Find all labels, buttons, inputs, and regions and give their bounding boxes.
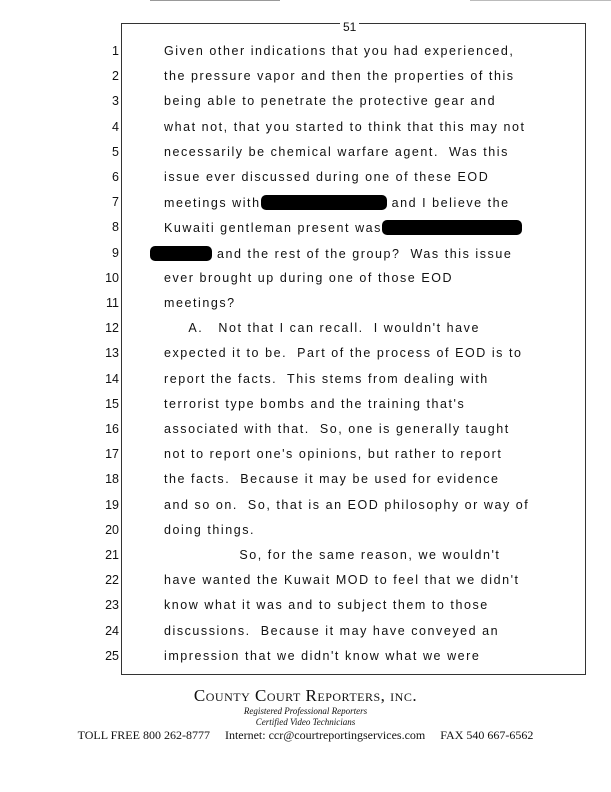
line-number: 1 — [112, 44, 119, 58]
line-number: 6 — [112, 170, 119, 184]
line-text — [164, 498, 529, 512]
footer-toll-free: TOLL FREE 800 262-8777 — [77, 728, 210, 742]
line-text-segment: what not, that you started to think that this may not — [164, 119, 526, 134]
footer-tagline-video: Certified Video Technicians — [255, 717, 356, 727]
line-text — [164, 321, 480, 335]
page-number: 51 — [340, 21, 359, 33]
line-text-segment: terrorist type bombs and the training that's — [164, 396, 466, 411]
transcript-line — [0, 195, 611, 220]
transcript-line — [0, 548, 611, 573]
line-text — [164, 372, 489, 386]
line-text-segment: the pressure vapor and then the properties of this — [164, 69, 515, 84]
line-text-segment: ever brought up during one of those EOD — [164, 270, 454, 285]
line-number: 15 — [105, 396, 119, 411]
footer-company-name: County Court Reporters, inc. — [193, 686, 418, 705]
transcript-line — [0, 472, 611, 497]
line-text — [164, 170, 489, 184]
transcript-line — [0, 44, 611, 69]
line-text — [164, 346, 523, 360]
line-text — [164, 523, 255, 537]
line-number: 17 — [105, 447, 119, 462]
line-text — [164, 649, 480, 663]
line-text — [164, 220, 522, 235]
line-text — [164, 472, 500, 486]
line-text-segment: associated with that. So, one is generally taught — [164, 422, 510, 436]
line-number: 21 — [105, 548, 119, 562]
line-text — [164, 422, 510, 436]
line-text — [164, 573, 520, 587]
line-text-segment: So, for the same reason, we wouldn't — [164, 548, 501, 562]
line-text-segment: and I believe the — [386, 196, 510, 211]
line-text-segment: and the rest of the group? Was this issue — [212, 246, 513, 261]
line-text-segment: Given other indications that you had experienced, — [164, 44, 515, 58]
line-number: 23 — [105, 598, 119, 613]
line-number: 12 — [105, 321, 119, 336]
line-text-segment: the facts. Because it may be used for evidence — [164, 472, 500, 487]
transcript-line — [0, 69, 611, 94]
footer-contact — [0, 728, 611, 743]
line-number: 22 — [105, 573, 119, 588]
line-text — [164, 624, 499, 638]
line-text-segment: meetings with — [164, 196, 261, 211]
line-text — [164, 120, 525, 134]
line-text-segment: necessarily be chemical warfare agent. Was this — [164, 144, 509, 159]
transcript-line — [0, 397, 611, 422]
transcript-line — [0, 523, 611, 548]
line-text — [164, 397, 465, 411]
line-number: 11 — [106, 296, 119, 310]
line-number: 2 — [112, 69, 119, 84]
transcript-line — [0, 346, 611, 371]
transcript-line — [0, 372, 611, 397]
line-text-segment: being able to penetrate the protective gear and — [164, 94, 497, 109]
line-text — [164, 296, 236, 310]
line-text — [164, 44, 514, 58]
line-number: 16 — [105, 422, 119, 436]
line-number: 9 — [112, 245, 119, 260]
line-text-segment: impression that we didn't know what we were — [164, 648, 481, 663]
transcript-line — [0, 246, 611, 271]
line-text-segment: issue ever discussed during one of these EOD — [164, 170, 490, 184]
line-number: 25 — [105, 648, 119, 663]
line-text — [164, 246, 512, 261]
line-number: 8 — [112, 220, 119, 235]
scan-edge-line — [470, 0, 611, 1]
line-number: 5 — [112, 144, 119, 159]
transcript-line — [0, 573, 611, 598]
line-text-segment: meetings? — [164, 296, 236, 310]
line-number: 20 — [105, 522, 119, 537]
transcript-line — [0, 447, 611, 472]
line-text-segment: Kuwaiti gentleman present was — [164, 221, 382, 236]
line-text — [164, 145, 509, 159]
line-text — [164, 598, 489, 612]
line-text — [164, 69, 515, 83]
line-text — [164, 271, 453, 285]
transcript-line — [0, 220, 611, 245]
transcript-line — [0, 120, 611, 145]
transcript-line — [0, 145, 611, 170]
footer-fax: FAX 540 667-6562 — [440, 728, 534, 742]
line-text-segment: and so on. So, that is an EOD philosophy or way of — [164, 497, 530, 512]
footer-tagline-reporters: Registered Professional Reporters — [243, 706, 368, 716]
transcript-line — [0, 649, 611, 674]
redaction-bar — [382, 220, 522, 235]
transcript-line — [0, 498, 611, 523]
line-number: 24 — [105, 623, 119, 638]
line-text-segment: expected it to be. Part of the process of EOD is to — [164, 346, 523, 361]
line-text-segment: know what it was and to subject them to those — [164, 598, 489, 613]
line-text-segment: not to report one's opinions, but rather to report — [164, 447, 503, 462]
transcript-line — [0, 94, 611, 119]
footer-internet: Internet: ccr@courtreportingservices.com — [224, 728, 426, 742]
transcript-line — [0, 271, 611, 296]
transcript-line — [0, 624, 611, 649]
redaction-bar — [261, 195, 387, 210]
transcript-line — [0, 170, 611, 195]
line-number: 10 — [105, 270, 119, 285]
transcript-line — [0, 296, 611, 321]
line-text-segment: doing things. — [164, 522, 256, 537]
line-number: 13 — [105, 346, 119, 361]
line-number: 19 — [105, 497, 119, 512]
line-text — [164, 195, 510, 210]
line-number: 4 — [112, 119, 119, 134]
line-text-segment: report the facts. This stems from dealing with — [164, 371, 489, 386]
line-text-segment: A. Not that I can recall. I wouldn't have — [164, 321, 480, 336]
transcript-line — [0, 321, 611, 346]
line-text — [164, 94, 496, 108]
line-number: 7 — [112, 195, 119, 210]
line-number: 14 — [105, 371, 119, 386]
redaction-bar — [150, 246, 212, 261]
transcript-line — [0, 422, 611, 447]
line-number: 3 — [112, 94, 119, 109]
line-number: 18 — [105, 472, 119, 487]
line-text — [164, 447, 502, 461]
line-text — [164, 548, 500, 562]
line-text-segment: discussions. Because it may have conveyed an — [164, 623, 500, 638]
line-text-segment: have wanted the Kuwait MOD to feel that we didn't — [164, 573, 520, 588]
scan-edge-line — [150, 0, 280, 1]
transcript-line — [0, 598, 611, 623]
